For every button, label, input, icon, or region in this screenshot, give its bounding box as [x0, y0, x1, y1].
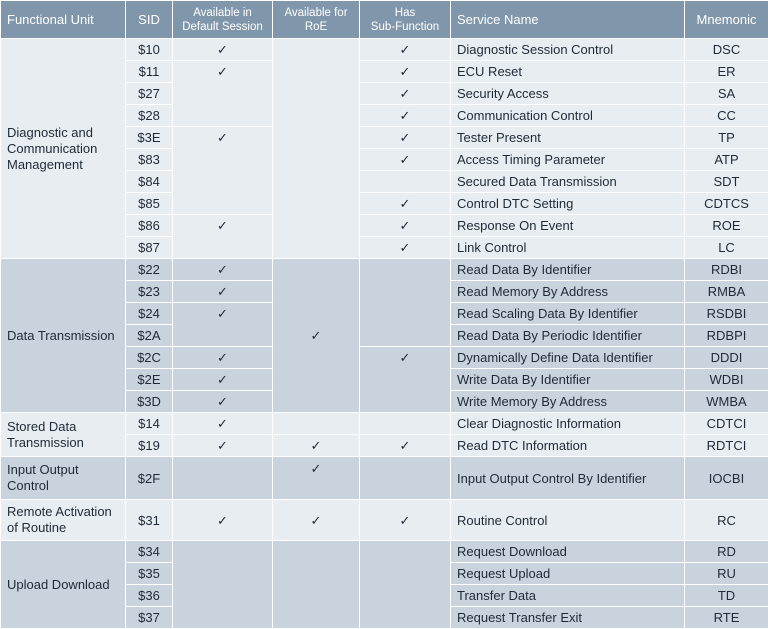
- mnemonic-cell: LC: [685, 237, 768, 259]
- mnemonic-cell: TD: [685, 585, 768, 607]
- mnemonic-cell: TP: [685, 127, 768, 149]
- sub-function-check: ✓: [360, 127, 451, 149]
- roe-cell-empty: [273, 413, 360, 435]
- sid-cell: $27: [126, 83, 173, 105]
- mnemonic-cell: RD: [685, 541, 768, 563]
- default-session-check: ✓: [173, 347, 273, 369]
- sub-function-check: ✓: [360, 237, 451, 259]
- service-name-cell: Read Scaling Data By Identifier: [451, 303, 685, 325]
- sid-cell: $31: [126, 500, 173, 541]
- sub-function-empty: [360, 457, 451, 500]
- service-name-cell: Request Download: [451, 541, 685, 563]
- mnemonic-cell: RDBPI: [685, 325, 768, 347]
- default-session-empty: [173, 541, 273, 629]
- sid-cell: $86: [126, 215, 173, 237]
- mnemonic-cell: DDDI: [685, 347, 768, 369]
- functional-unit-io: Input Output Control: [1, 457, 126, 500]
- header-service-name: Service Name: [451, 1, 685, 39]
- mnemonic-cell: ER: [685, 61, 768, 83]
- table-row: [1, 457, 768, 500]
- default-session-check: ✓: [173, 127, 273, 215]
- default-session-check: ✓: [173, 500, 273, 541]
- roe-check: ✓: [273, 259, 360, 413]
- sub-function-check: ✓: [360, 215, 451, 237]
- default-session-check: ✓: [173, 215, 273, 259]
- sid-cell: $2E: [126, 369, 173, 391]
- service-name-cell: Read Data By Periodic Identifier: [451, 325, 685, 347]
- header-available-roe: Available for RoE: [273, 1, 360, 39]
- sub-function-check: ✓: [360, 83, 451, 105]
- sid-cell: $84: [126, 171, 173, 193]
- default-session-check: ✓: [173, 391, 273, 413]
- mnemonic-cell: SA: [685, 83, 768, 105]
- mnemonic-cell: CDTCI: [685, 413, 768, 435]
- service-name-cell: ECU Reset: [451, 61, 685, 83]
- mnemonic-cell: RTE: [685, 607, 768, 629]
- table-row: [1, 413, 768, 435]
- mnemonic-cell: DSC: [685, 39, 768, 61]
- service-name-cell: Dynamically Define Data Identifier: [451, 347, 685, 369]
- sub-function-empty: [360, 259, 451, 347]
- service-name-cell: Input Output Control By Identifier: [451, 457, 685, 500]
- sub-function-check: ✓: [360, 500, 451, 541]
- service-name-cell: Write Memory By Address: [451, 391, 685, 413]
- default-session-empty: [173, 457, 273, 500]
- sid-cell: $2A: [126, 325, 173, 347]
- service-name-cell: Link Control: [451, 237, 685, 259]
- mnemonic-cell: CC: [685, 105, 768, 127]
- header-available-default: Available in Default Session: [173, 1, 273, 39]
- service-name-cell: Read Memory By Address: [451, 281, 685, 303]
- sub-function-empty: [360, 171, 451, 193]
- sid-cell: $23: [126, 281, 173, 303]
- service-name-cell: Communication Control: [451, 105, 685, 127]
- sub-function-check: ✓: [360, 149, 451, 171]
- sub-function-check: ✓: [360, 347, 451, 413]
- roe-check: ✓: [273, 435, 360, 457]
- header-row: [1, 1, 768, 39]
- sid-cell: $3D: [126, 391, 173, 413]
- sid-cell: $14: [126, 413, 173, 435]
- service-name-cell: Control DTC Setting: [451, 193, 685, 215]
- sub-function-empty: [360, 413, 451, 435]
- sub-function-check: ✓: [360, 435, 451, 457]
- functional-unit-diag: Diagnostic and Communication Management: [1, 39, 126, 259]
- service-name-cell: Request Transfer Exit: [451, 607, 685, 629]
- table-row: [1, 541, 768, 563]
- default-session-check: ✓: [173, 281, 273, 303]
- default-session-check: ✓: [173, 61, 273, 127]
- mnemonic-cell: RSDBI: [685, 303, 768, 325]
- roe-check: ✓: [273, 500, 360, 541]
- sid-cell: $87: [126, 237, 173, 259]
- default-session-check: ✓: [173, 303, 273, 347]
- table-row: [1, 39, 768, 61]
- sid-cell: $83: [126, 149, 173, 171]
- mnemonic-cell: CDTCS: [685, 193, 768, 215]
- mnemonic-cell: WMBA: [685, 391, 768, 413]
- mnemonic-cell: IOCBI: [685, 457, 768, 500]
- sid-cell: $35: [126, 563, 173, 585]
- service-name-cell: Security Access: [451, 83, 685, 105]
- sub-function-empty: [360, 541, 451, 629]
- sid-cell: $2F: [126, 457, 173, 500]
- sub-function-check: ✓: [360, 105, 451, 127]
- default-session-check: ✓: [173, 435, 273, 457]
- header-has-sub-function: Has Sub-Function: [360, 1, 451, 39]
- mnemonic-cell: ROE: [685, 215, 768, 237]
- mnemonic-cell: RDBI: [685, 259, 768, 281]
- sid-cell: $22: [126, 259, 173, 281]
- functional-unit-remote: Remote Activation of Routine: [1, 500, 126, 541]
- service-name-cell: Request Upload: [451, 563, 685, 585]
- sid-cell: $24: [126, 303, 173, 325]
- sid-cell: $36: [126, 585, 173, 607]
- mnemonic-cell: RU: [685, 563, 768, 585]
- mnemonic-cell: SDT: [685, 171, 768, 193]
- default-session-check: ✓: [173, 39, 273, 61]
- table-row: [1, 259, 768, 281]
- sid-cell: $19: [126, 435, 173, 457]
- sub-function-check: ✓: [360, 193, 451, 215]
- default-session-check: ✓: [173, 259, 273, 281]
- sid-cell: $34: [126, 541, 173, 563]
- service-name-cell: Response On Event: [451, 215, 685, 237]
- service-name-cell: Read Data By Identifier: [451, 259, 685, 281]
- sid-cell: $3E: [126, 127, 173, 149]
- header-functional-unit: Functional Unit: [1, 1, 126, 39]
- functional-unit-updown: Upload Download: [1, 541, 126, 629]
- header-mnemonic: Mnemonic: [685, 1, 768, 39]
- default-session-check: ✓: [173, 369, 273, 391]
- roe-check: ✓: [273, 457, 360, 500]
- roe-cell-empty: [273, 39, 360, 259]
- mnemonic-cell: RMBA: [685, 281, 768, 303]
- sub-function-check: ✓: [360, 61, 451, 83]
- mnemonic-cell: WDBI: [685, 369, 768, 391]
- roe-cell-empty: [273, 541, 360, 629]
- service-name-cell: Read DTC Information: [451, 435, 685, 457]
- service-name-cell: Transfer Data: [451, 585, 685, 607]
- mnemonic-cell: ATP: [685, 149, 768, 171]
- service-name-cell: Clear Diagnostic Information: [451, 413, 685, 435]
- sid-cell: $37: [126, 607, 173, 629]
- mnemonic-cell: RC: [685, 500, 768, 541]
- service-name-cell: Routine Control: [451, 500, 685, 541]
- sid-cell: $28: [126, 105, 173, 127]
- header-sid: SID: [126, 1, 173, 39]
- sub-function-check: ✓: [360, 39, 451, 61]
- table-row: [1, 500, 768, 541]
- service-name-cell: Tester Present: [451, 127, 685, 149]
- service-name-cell: Write Data By Identifier: [451, 369, 685, 391]
- mnemonic-cell: RDTCI: [685, 435, 768, 457]
- service-name-cell: Diagnostic Session Control: [451, 39, 685, 61]
- functional-unit-stored: Stored Data Transmission: [1, 413, 126, 457]
- sid-cell: $10: [126, 39, 173, 61]
- service-name-cell: Access Timing Parameter: [451, 149, 685, 171]
- service-name-cell: Secured Data Transmission: [451, 171, 685, 193]
- functional-unit-data: Data Transmission: [1, 259, 126, 413]
- sid-cell: $11: [126, 61, 173, 83]
- sid-cell: $2C: [126, 347, 173, 369]
- default-session-check: ✓: [173, 413, 273, 435]
- sid-cell: $85: [126, 193, 173, 215]
